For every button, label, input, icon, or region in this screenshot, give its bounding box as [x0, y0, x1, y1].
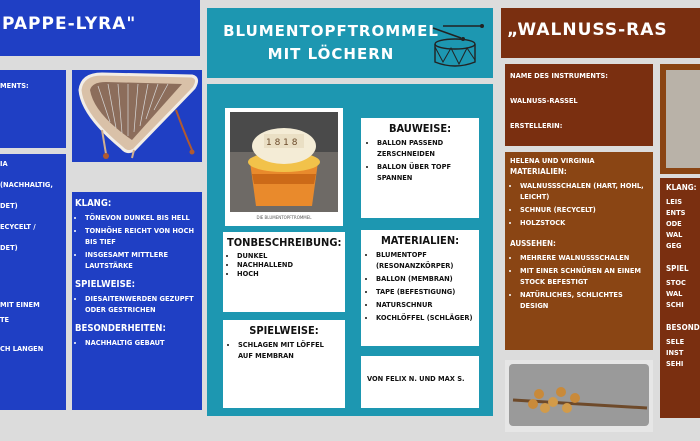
list-item: • INSGESAMT MITTLERE LAUTSTÄRKE: [85, 249, 198, 271]
right-klang-frag: GEG: [666, 241, 682, 250]
rassel-photo-card: [505, 360, 653, 432]
authors-card: [361, 356, 479, 408]
right-klang-heading: KLANG:: [666, 183, 697, 192]
list-item: • MEHRERE WALNUSSSCHALEN: [520, 252, 649, 263]
lyra-besonder-heading: BESONDERHEITEN:: [75, 323, 166, 334]
name-value: WALNUSS-RASSEL: [510, 96, 578, 105]
creator-value: HELENA UND VIRGINIA: [510, 156, 595, 165]
right-beso-heading: BESOND: [666, 323, 700, 332]
left-materials-panel: [0, 154, 66, 410]
right-materialien-heading: MATERIALIEN:: [510, 167, 567, 176]
bauweise-heading: BAUWEISE:: [388, 122, 452, 135]
drum-photo-caption: DIE BLUMENTOPFTROMMEL: [256, 215, 312, 220]
list-item: • NATÜRLICHES, SCHLICHTES DESIGN: [520, 289, 649, 311]
list-item: • NACHHALLEND: [237, 260, 341, 269]
list-item: • HOLZSTOCK: [520, 217, 649, 228]
list-item: • NACHHALTIG GEBAUT: [85, 337, 198, 348]
list-item: • HOCH: [237, 269, 341, 278]
right-materialien-list: [510, 180, 649, 228]
list-item: • BLUMENTOPF (RESONANZKÖRPER): [376, 249, 474, 271]
right-spiel-frag: SCHI: [666, 300, 684, 309]
list-item: • MIT EINER SCHNÜREN AN EINEM STOCK BEFESTIGT: [520, 265, 649, 287]
right-klang-frag: WAL: [666, 230, 683, 239]
list-item: • TAPE (BEFESTIGUNG): [376, 286, 474, 297]
right-klang-frag: ENTS: [666, 208, 686, 217]
list-item: • TONHÖHE REICHT VON HOCH BIS TIEF: [85, 225, 198, 247]
left-top-panel: [0, 70, 66, 148]
right-title-bar: [501, 8, 700, 58]
right-title: „WALNUSS-RAS: [507, 20, 668, 40]
lyra-photo-panel: [72, 70, 202, 162]
lyra-spielweise-heading: SPIELWEISE:: [75, 279, 136, 290]
list-item: • WALNUSSSCHALEN (HART, HOHL, LEICHT): [520, 180, 649, 202]
tonbeschreibung-list: [227, 251, 341, 278]
list-item: • BALLON (MEMBRAN): [376, 273, 474, 284]
materialien-heading: MATERIALIEN:: [380, 234, 460, 247]
right-beso-frag: SEHI: [666, 359, 684, 368]
lyra-besonder-list: [75, 337, 198, 348]
list-item: • DIESAITENWERDEN GEZUPFT ODER GESTRICHEN: [85, 293, 198, 315]
drum-icon: [425, 22, 487, 74]
spielweise-card: [223, 320, 345, 408]
aussehen-list: [510, 252, 649, 311]
drum-photo-card: [225, 108, 343, 226]
right-spiel-frag: STOC: [666, 278, 686, 287]
left-mat-line: IA: [0, 159, 8, 168]
right-name-panel: [505, 64, 653, 146]
spielweise-list: [228, 339, 340, 361]
left-misc-line: CH LANGEN: [0, 344, 44, 353]
lyra-klang-heading: KLANG:: [75, 198, 112, 209]
left-misc-line: TE: [0, 315, 10, 324]
svg-text:1 8 1 8: 1 8 1 8: [266, 138, 298, 148]
right-materials-panel: [505, 152, 653, 350]
name-label: NAME DES INSTRUMENTS:: [510, 71, 608, 80]
lyra-klang-list: [75, 212, 198, 271]
list-item: • SCHNUR (RECYCELT): [520, 204, 649, 215]
right-photo-fragment: [666, 70, 700, 168]
right-photo-panel: [660, 64, 700, 174]
bauweise-list: [367, 137, 473, 183]
right-klang-frag: ODE: [666, 219, 682, 228]
right-klang-frag: LEIS: [666, 197, 683, 206]
left-title-bar: [0, 0, 200, 56]
bauweise-card: [361, 118, 479, 218]
lyra-info-panel: [72, 192, 202, 410]
list-item: • KOCHLÖFFEL (SCHLÄGER): [376, 312, 474, 323]
right-spiel-frag: WAL: [666, 289, 683, 298]
lyra-spielweise-list: [75, 293, 198, 315]
right-beso-frag: INST: [666, 348, 684, 357]
middle-title: BLUMENTOPFTROMMEL MIT LÖCHERN: [223, 22, 439, 63]
list-item: • DUNKEL: [237, 251, 341, 260]
list-item: • TÖNEVON DUNKEL BIS HELL: [85, 212, 198, 223]
left-mat-line: DET): [0, 243, 18, 252]
list-item: • BALLON ÜBER TOPF SPANNEN: [377, 161, 473, 183]
left-top-label: MENTS:: [0, 81, 29, 90]
lyra-image: [72, 70, 202, 162]
list-item: • SCHLAGEN MIT LÖFFEL AUF MEMBRAN: [238, 339, 340, 361]
right-info-panel: [660, 178, 700, 418]
left-mat-line: ECYCELT /: [0, 222, 36, 231]
left-misc-line: MIT EINEM: [0, 300, 40, 309]
left-mat-line: DET): [0, 201, 18, 210]
materialien-list: [366, 249, 474, 323]
left-mat-line: (NACHHALTIG,: [0, 180, 53, 189]
rassel-image: [509, 364, 649, 426]
list-item: • NATURSCHNUR: [376, 299, 474, 310]
spielweise-heading: SPIELWEISE:: [249, 324, 319, 337]
materialien-card: [361, 230, 479, 346]
tonbeschreibung-heading: TONBESCHREIBUNG:: [227, 236, 342, 249]
left-title: PAPPE-LYRA": [2, 14, 137, 34]
tonbeschreibung-card: [223, 232, 345, 312]
right-spiel-heading: SPIEL: [666, 264, 689, 273]
right-beso-frag: SELE: [666, 337, 685, 346]
list-item: • BALLON PASSEND ZERSCHNEIDEN: [377, 137, 473, 159]
middle-title-bar: [207, 8, 493, 78]
aussehen-heading: AUSSEHEN:: [510, 239, 556, 248]
drum-photo: [230, 112, 338, 212]
authors-text: VON FELIX N. UND MAX S.: [367, 374, 465, 383]
creator-label: ERSTELLERIN:: [510, 121, 563, 130]
